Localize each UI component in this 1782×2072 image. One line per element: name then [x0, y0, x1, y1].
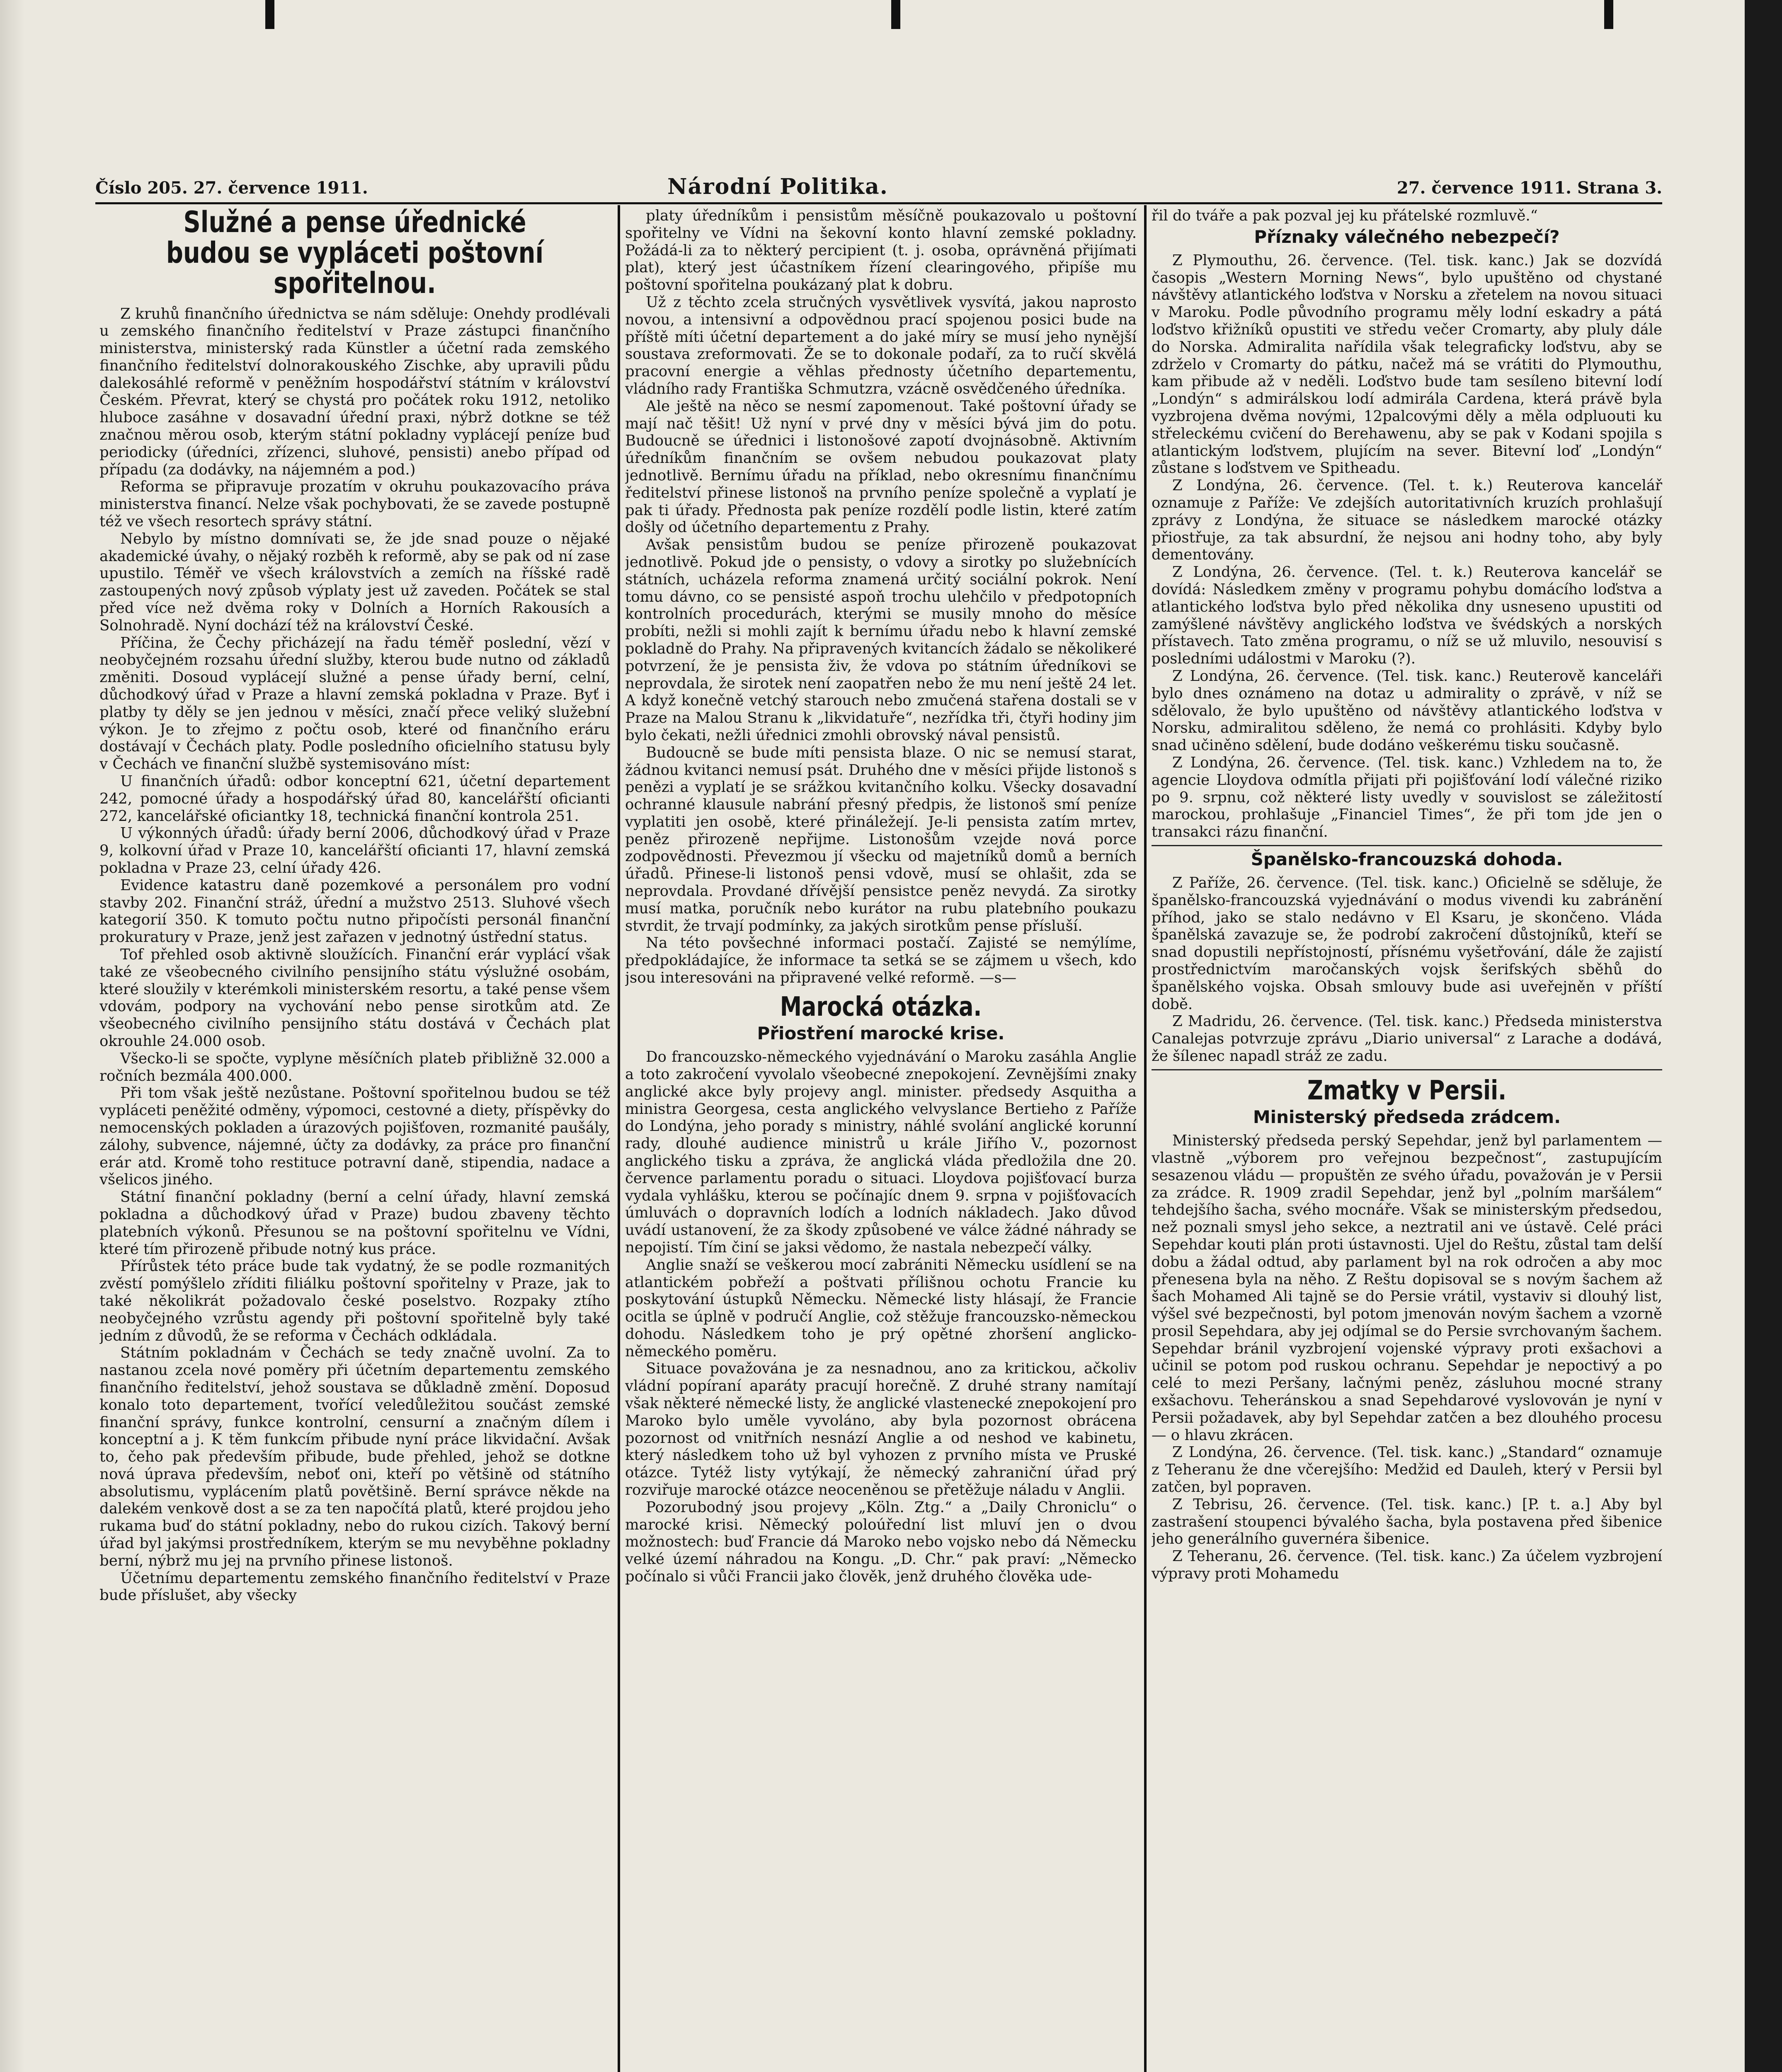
paragraph: Ale ještě na něco se nesmí zapomenout. Také poštovní úřady se mají nač těšit! Už nyní v prvé dny v měsíci bývá jim do potu. Budoucně se úřednici i listonošové zapotí dvojnásobně. Aktivním úředníkům finančním se ovšem nebudou poukazovat platy jednotlivě. Bernímu úřadu na příklad, nebo okresnímu finančnímu ředitelství přinese listonoš na prvního peníze společně a vyplatí je pak ti úřady. Přednosta pak peníze rozdělí podle listin, které zatím došly od účetního departementu z Prahy.	[625, 397, 1137, 536]
paragraph: Z Londýna, 26. července. (Tel. t. k.) Reuterova kancelář se dovídá: Následkem změny v programu pohybu domácího loďstva a atlantického loďstva bylo před několika dny usneseno upustiti od zamýšlené návštěvy anglického loďstva ve švédských a norských přístavech. Tato změna programu, o níž se už mluvilo, nesouvisí s posledními událostmi v Maroku (?).	[1152, 564, 1662, 668]
paragraph: Z Plymouthu, 26. července. (Tel. tisk. kanc.) Jak se dozvídá časopis „Western Morning News“, bylo upuštěno od chystané návštěvy atlantického loďstva v Norsku a zřetelem na novou situaci v Maroku. Podle původního programu měly lodní eskadry a pátá loďstvo křižníků opustiti ve středu večer Cromarty, aby pluly dále do Norska. Admiralita nařídila však telegraficky loďstvu, aby se zdrželo v Cromarty do pátku, načež má se vrátiti do Plymouthu, kam přibude až v neděli. Loďstvo bude tam sesíleno bitevní lodí „Londýn“ s admirálskou lodí admirála Cardena, která právě byla vyzbrojena dvěma novými, 12palcovými děly a měla odpluouti ku střeleckému cvičení do Berehawenu, aby se pak v Kodani spojila s atlantickým loďstvem, plujícím na sever. Bitevní loď „Londýn“ zůstane s loďstvem ve Spitheadu.	[1152, 252, 1662, 477]
paragraph: Z Madridu, 26. července. (Tel. tisk. kanc.) Předseda ministerstva Canalejas potvrzuje zprávu „Diario universal“ z Larache a dodává, že šílenec napadl stráž ze zadu.	[1152, 1013, 1662, 1065]
section-headline: Příznaky válečného nebezpečí?	[1254, 226, 1560, 247]
paragraph: Z Teheranu, 26. července. (Tel. tisk. kanc.) Za účelem vyzbrojení výpravy proti Mohamedu	[1152, 1548, 1662, 1583]
section-subheadline: Ministerský předseda zrádcem.	[1253, 1107, 1561, 1128]
column-2	[625, 207, 1137, 2072]
section-headline: Španělsko-francouzská dohoda.	[1251, 849, 1563, 869]
scan-left-edge	[0, 0, 25, 2072]
paragraph: Evidence katastru daně pozemkové a personálem pro vodní stavby 202. Finanční stráž, úřední a mužstvo 2513. Sluhové všech kategorií 350. K tomuto počtu nutno připočísti personál finanční prokuratury v Praze, jenž jest zařazen v jednotný ústřední status.	[99, 876, 610, 946]
column-3	[1152, 207, 1662, 2072]
paragraph: Z Tebrisu, 26. července. (Tel. tisk. kanc.) [P. t. a.] Aby byl zastrašení stoupenci bývalého šacha, byla postavena před šibenice jeho generálního guvernéra šibenice.	[1152, 1496, 1662, 1548]
section-subheadline: Přiostření marocké krise.	[757, 1023, 1005, 1044]
paragraph: Budoucně se bude míti pensista blaze. O nic se nemusí starat, žádnou kvitanci nemusí psát. Druhého dne v měsíci přijde listonoš s penězi a vyplatí je se srážkou kvitančního kolku. Všecky dosavadní ochranné klausule nabrání přesný předpis, že listonoš smí peníze vyplatiti jen osobě, které přináležejí. Je-li pensista zatím mrtev, peněz přirozeně nepřijme. Listonošům vzejde nová porce zodpovědnosti. Převezmou jí všecku od majetníků domů a berních úřadů. Přinese-li listonoš pensi vdově, musí se ohlašit, zda se neprovdala. Provdané dřívější pensistce peněz nevydá. Za sirotky musí matka, poručník nebo kurátor na rubu platebního poukazu stvrdit, že trvají podmínky, za jakých sirotkům pense přísluší.	[625, 744, 1137, 934]
paragraph: Z Londýna, 26. července. (Tel. tisk. kanc.) Reuterově kanceláři bylo dnes oznámeno na dotaz u admirality o zprávě, v níž se sdělovalo, že bylo upuštěno od návštěvy atlantického loďstva v Norsku, admiralitou sděleno, že nemá co prohlásiti. Kdyby bylo snad učiněno sdělení, bude dodáno veškerému tisku současně.	[1152, 668, 1662, 754]
paragraph: platy úředníkům i pensistům měsíčně poukazovalo u poštovní spořitelny ve Vídni na šekovní konto hlavní zemské pokladny. Požádá-li za to některý percipient (t. j. osoba, oprávněná přijímati plat), který jest účastníkem řízení clearingového, připíše mu poštovní spořitelna poukázaný plat k dobru.	[625, 207, 1137, 294]
section-headline: Marocká otázka.	[780, 991, 982, 1022]
paragraph: Tof přehled osob aktivně sloužících. Finanční erár vyplácí však také ze všeobecného civilního pensijního státu výslužné osobám, které sloužily v kterémkoli ministerském resortu, a také pense všem vdovám, podpory na vychování nebo pense sirotkům atd. Ze všeobecného civilního pensijního státu dostává v Čechách plat okrouhle 24.000 osob.	[99, 946, 610, 1050]
paragraph: Přírůstek této práce bude tak vydatný, že se podle rozmanitých zvěstí pomýšlelo zříditi filiálku poštovní spořitelny v Praze, jak to také několikrát požadovalo české poselstvo. Rozpaky ztího neobyčejného vzrůstu agendy při poštovní spořitelně byly také jedním z důvodů, že se reforma v Čechách odkládala.	[99, 1258, 610, 1344]
paragraph: řil do tváře a pak pozval jej ku přátelské rozmluvě.“	[1152, 207, 1538, 224]
column-divider	[618, 205, 620, 2072]
scan-mark	[1604, 0, 1613, 29]
paragraph: Na této povšechné informaci postačí. Zajisté se nemýlíme, předpokládajíce, že informace ta setká se se zájmem u všech, kdo jsou interesováni na připravené velké reformě. —s—	[625, 934, 1137, 987]
divider	[1152, 1069, 1662, 1070]
paragraph: Příčina, že Čechy přicházejí na řadu téměř poslední, vězí v neobyčejném rozsahu úřední služby, kterou bude nutno od základů změniti. Dosoud vyplácejí služné a pense úřady berní, celní, důchodkový úřad v Praze a hlavní zemská pokladna v Praze. Byť i platby ty děly se jen jednou v měsíci, značí přece veliký služební výkon. Je to zřejmo z počtu osob, které od finančního eráru dostávají v Čechách platy. Podle posledního oficielního statusu byly v Čechách ve finanční službě systemisováno míst:	[99, 634, 610, 773]
paragraph: Z Londýna, 26. července. (Tel. tisk. kanc.) Vzhledem na to, že agencie Lloydova odmítla přijati při pojišťování lodí válečné riziko po 9. srpnu, což některé listy uvedly v souvislost se záležitostí marockou, prohlašuje „Financiel Times“, že při tom jde jen o transakci rázu finanční.	[1152, 754, 1662, 841]
paragraph: Situace považována je za nesnadnou, ano za kritickou, ačkoliv vládní popíraní aparáty pracují horečně. Z druhé strany namítají však některé německé listy, že anglické vlastenecké znepokojení pro Maroko bylo uměle vyvoláno, aby byla pozornost obrácena pozornost od vnitřních nesnází Anglie a od neshod ve kabinetu, který následkem toho už byl vyhozen z prvního místa ve Pruské otázce. Tytéž listy vytýkají, že německý zahraniční úřad prý rozviřuje marocké otázce neoceněnou se přetěžuje náladu v Anglii.	[625, 1360, 1137, 1499]
paragraph: Nebylo by místno domnívati se, že jde snad pouze o nějaké akademické úvahy, o nějaký rozběh k reformě, aby se pak od ní zase upustilo. Téměř ve všech královstvích a zemích na říšské radě zastoupených nový způsob výplaty jest už zaveden. Počátek se stal před více než dvěma roky v Dolních a Horních Rakousích a Solnohradě. Nyní dochází též na království České.	[99, 530, 610, 634]
paragraph: Účetnímu departementu zemského finančního ředitelství v Praze bude příslušet, aby všecky	[99, 1569, 610, 1604]
paragraph: Z Londýna, 26. července. (Tel. t. k.) Reuterova kancelář oznamuje z Paříže: Ve zdejších autoritativních kruzích prohlašují zprávy z Londýna, že situace se následkem marocké otázky přiostřuje, za tak absurdní, že nejsou ani hodny toho, aby byly dementovány.	[1152, 477, 1662, 564]
paragraph: Státním pokladnám v Čechách se tedy značně uvolní. Za to nastanou zcela nové poměry při účetním departementu zemského finančního ředitelství, jehož soustava se důkladně změní. Doposud konalo toto departement, tvořící veledůležitou součást zemské finanční správy, funkce kontrolní, censurní a značným dílem i konceptní a j. K těm funkcím přibude nyní práce likvidační. Avšak to, čeho pak především přibude, bude přehled, jehož se dotkne nová úprava především, neboť oni, kteří po většině od státního absolutismu, vyplácením platů povětšině. Berní správce někde na dalekém venkově dost a se za ten napočítá platů, které projdou jeho rukama buď do státní pokladny, nebo do rukou cizích. Takový berní úřad byl jakýmsi prostředníkem, kterým se mu nevyběhne pokladny berní, nýbrž mu jej na prvního přinese listonoš.	[99, 1344, 610, 1569]
article-body	[1152, 1132, 1662, 1583]
scan-right-edge	[1745, 0, 1782, 2072]
paragraph: Už z těchto zcela stručných vysvětlivek vysvítá, jakou naprosto novou, a intensivní a odpovědnou prací spojenou posici bude na příště míti účetní departement a do jaké míry se musí jeho nynější soustava zreformovati. Že se to dokonale podaří, za to ručí skvělá pracovní energie a věhlas přednosty účetního departementu, vládního rady Františka Schmutzra, vzácně osvědčeného úředníka.	[625, 293, 1137, 397]
scan-mark	[265, 0, 274, 29]
page-header	[95, 174, 1662, 203]
article-body	[1152, 252, 1662, 841]
paragraph: Státní finanční pokladny (berní a celní úřady, hlavní zemská pokladna a důchodkový úřad v Praze) budou zbaveny těchto platebních výkonů. Přesunou se na poštovní spořitelnu ve Vídni, které tím přirozeně přibude notný kus práce.	[99, 1188, 610, 1258]
header-rule	[95, 202, 1662, 204]
column-divider	[1144, 205, 1147, 2072]
article-headline: Služné a pense úřednické budou se vypláceti poštovní spořitelnou.	[166, 207, 544, 300]
paragraph: Anglie snaží se veškerou mocí zabrániti Německu usídlení se na atlantickém pobřeží a poštvati přílišnou ochotu Francie ku poskytování ústupků Německu. Německé listy hlásají, že Francie ocitla se úplně v područí Anglie, což stěžuje francouzsko-německou dohodu. Následkem toho je prý opětné zhoršení anglicko-německého poměru.	[625, 1256, 1137, 1360]
paragraph: Všecko-li se spočte, vyplyne měsíčních plateb přibližně 32.000 a ročních bezmála 400.000.	[99, 1050, 610, 1084]
scan-mark	[891, 0, 900, 29]
page-info: 27. července 1911. Strana 3.	[1397, 178, 1662, 198]
paragraph: U finančních úřadů: odbor konceptní 621, účetní departement 242, pomocné úřady a hospodářský úřad 80, kancelářští oficianti 272, kancelářské oficiantky 18, technická finanční kontrola 251.	[99, 773, 610, 825]
issue-info: Číslo 205. 27. července 1911.	[95, 178, 368, 198]
paragraph: Ministerský předseda perský Sepehdar, jenž byl parlamentem — vlastně „výborem pro veřejnou bezpečnost“, zastupujícím sesazenou vládu — propuštěn ze svého úřadu, považován je v Persii za zrádce. R. 1909 zradil Sepehdar, jenž byl „polním maršálem“ tehdejšího šacha, svého mocnáře. Však se ministerským předsedou, než poznali smysl jeho sekce, a neztratil ani ve ústavě. Celé práci Sepehdar kouti plán proti ústavnosti. Ujel do Reštu, zůstal tam delší dobu a žádal odtud, aby parlament byl na rok odročen a aby moc přenesena byla na něho. Z Reštu dopisoval se s novým šachem až šach Mohamed Ali tajně se do Persie vrátil, vystaviv si dlouhý list, výšel své bezpečnosti, byl potom jmenován novým šachem a vzorně prosil Sepehdara, aby jej odjímal se do Persie svrchovaným šachem. Sepehdar bránil vyzbrojení vojenské výpravy proti exšachovi a učinil se potom pod ruskou ochranu. Sepehdar je nepoctivý a po celé to mezi Peršany, lačnými peněz, zásluhou mocné strany exšachovu. Teheránskou a snad Sepehdarové vyslovován je nyní v Persii požadavek, aby byl Sepehdar zatčen a bez dlouhého procesu — o hlavu zkrácen.	[1152, 1132, 1662, 1444]
column-1	[99, 207, 610, 2072]
article-body	[625, 1048, 1137, 1585]
paragraph: Z kruhů finančního úřednictva se nám sděluje: Onehdy prodlévali u zemského finančního ředitelství v Praze zástupci finančního ministerstva, ministerský rada Künstler a účetní rada zemského finančního ředitelství dolnorakouského Zischke, aby upravili půdu dalekosáhlé reformě v peněžním hospodářství státním v království Českém. Převrat, který se chystá pro počátek roku 1912, netoliko hluboce zasáhne v dosavadní úřední praxi, nýbrž dotkne se též značnou měrou osob, kterým státní pokladny vyplácejí peníze buď periodicky (úředníci, zřízenci, sluhové, pensisti) anebo případ od případu (za dodávky, na nájemném a pod.)	[99, 305, 610, 478]
paragraph: Do francouzsko-německého vyjednávání o Maroku zasáhla Anglie a toto zakročení vyvolalo všeobecné znepokojení. Zevnějšími znaky anglické akce byly projevy angl. minister. předsedy Asquitha a ministra Georgesa, cesta anglického velvyslance Bertieho z Paříže do Londýna, jeho porady s ministry, náhlé svolání anglické korunní rady, dlouhé audience ministrů u krále Jiřího V., pozornost anglického tisku a zpráva, že anglická vláda předložila dne 20. července parlamentu poradu o situaci. Lloydova pojišťovací burza vydala vyhlášku, kterou se počínajíc dnem 9. srpna v pojišťovacích úmluvách o dopravních lodích a lodních nákladech. Jako důvod uvádí ustanovení, že za škody způsobené ve válce žádné náhrady se nepojistí. Tím činí se jaksi vědomo, že nastala nebezpečí války.	[625, 1048, 1137, 1256]
article-body	[99, 305, 610, 1605]
paragraph: Z Paříže, 26. července. (Tel. tisk. kanc.) Oficielně se sděluje, že španělsko-francouzská vyjednávání o modus vivendi ku zabránění příhod, jako se stalo nedávno v El Ksaru, je skončeno. Vláda španělská zavazuje se, že podrobí zakročení důstojníků, kteří se snad dopustili nepřístojností, přísnému vyšetřování, dále že zajistí prostřednictvím maročanských vojsk šerifských sběhů do španělského vojska. Obsah smlouvy bude asi uveřejněn v příští době.	[1152, 874, 1662, 1013]
section-headline: Zmatky v Persii.	[1307, 1075, 1507, 1106]
paragraph: Z Londýna, 26. července. (Tel. tisk. kanc.) „Standard“ oznamuje z Teheranu že dne včerejšího: Medžid ed Dauleh, který v Persii byl zatčen, byl popraven.	[1152, 1444, 1662, 1496]
paragraph: U výkonných úřadů: úřady berní 2006, důchodkový úřad v Praze 9, kolkovní úřad v Praze 10, kancelářští oficianti 17, hlavní zemská pokladna v Praze 23, celní úřady 426.	[99, 825, 610, 876]
article-body	[625, 207, 1137, 987]
paragraph: Avšak pensistům budou se peníze přirozeně poukazovat jednotlivě. Pokud jde o pensisty, o vdovy a sirotky po služebnících státních, ucházela reforma znamená určitý sociální pokrok. Není tomu dávno, co se pensisté aspoň trochu ulehčilo v předpotopních kontrolních procedurách, kterými se musily mnoho do měsíce probíti, nežli si mohli zajít k bernímu úřadu nebo k hlavní zemské pokladně do Prahy. Na připravených kvitancích žádalo se několikeré potvrzení, že je pensista živ, že vdova po státním úředníkovi se neprovdala, že sirotek není zaopatřen nebo že mu není ještě 24 let. A když konečně vetchý starouch nebo zmučená stařena dostali se v Praze na Malou Stranu k „likvidatuře“, nezřídka tři, čtyři hodiny jim bylo čekati, nežli úřednici zmohli obrovský nával pensistů.	[625, 536, 1137, 744]
paragraph: Při tom však ještě nezůstane. Poštovní spořitelnou budou se též vypláceti peněžité odměny, výpomoci, cestovné a diety, příspěvky do nemocenských pokladen a úrazových pojišťoven, rozmanité paušály, zálohy, subvence, nájemné, účty za dodávky, za práce pro finanční erár atd. Kromě toho restituce potravní daně, stipendia, nadace a všelicos jiného.	[99, 1084, 610, 1188]
article-body	[1152, 874, 1662, 1065]
divider	[1152, 845, 1662, 846]
paragraph: Reforma se připravuje prozatím v okruhu poukazovacího práva ministerstva financí. Nelze však pochybovati, že se zavede postupně též ve všech resortech správy státní.	[99, 478, 610, 530]
masthead-title: Národní Politika.	[667, 174, 888, 199]
paragraph: Pozorubodný jsou projevy „Köln. Ztg.“ a „Daily Chroniclu“ o marocké krisi. Německý poloúřední list mluví jen o dvou možnostech: buď Francie dá Maroko nebo vojsko nebo dá Německu velké území náhradou na Kongu. „D. Chr.“ pak praví: „Německo počínalo si vůči Francii jako člověk, jenž druhého člověka ude-	[625, 1498, 1137, 1585]
